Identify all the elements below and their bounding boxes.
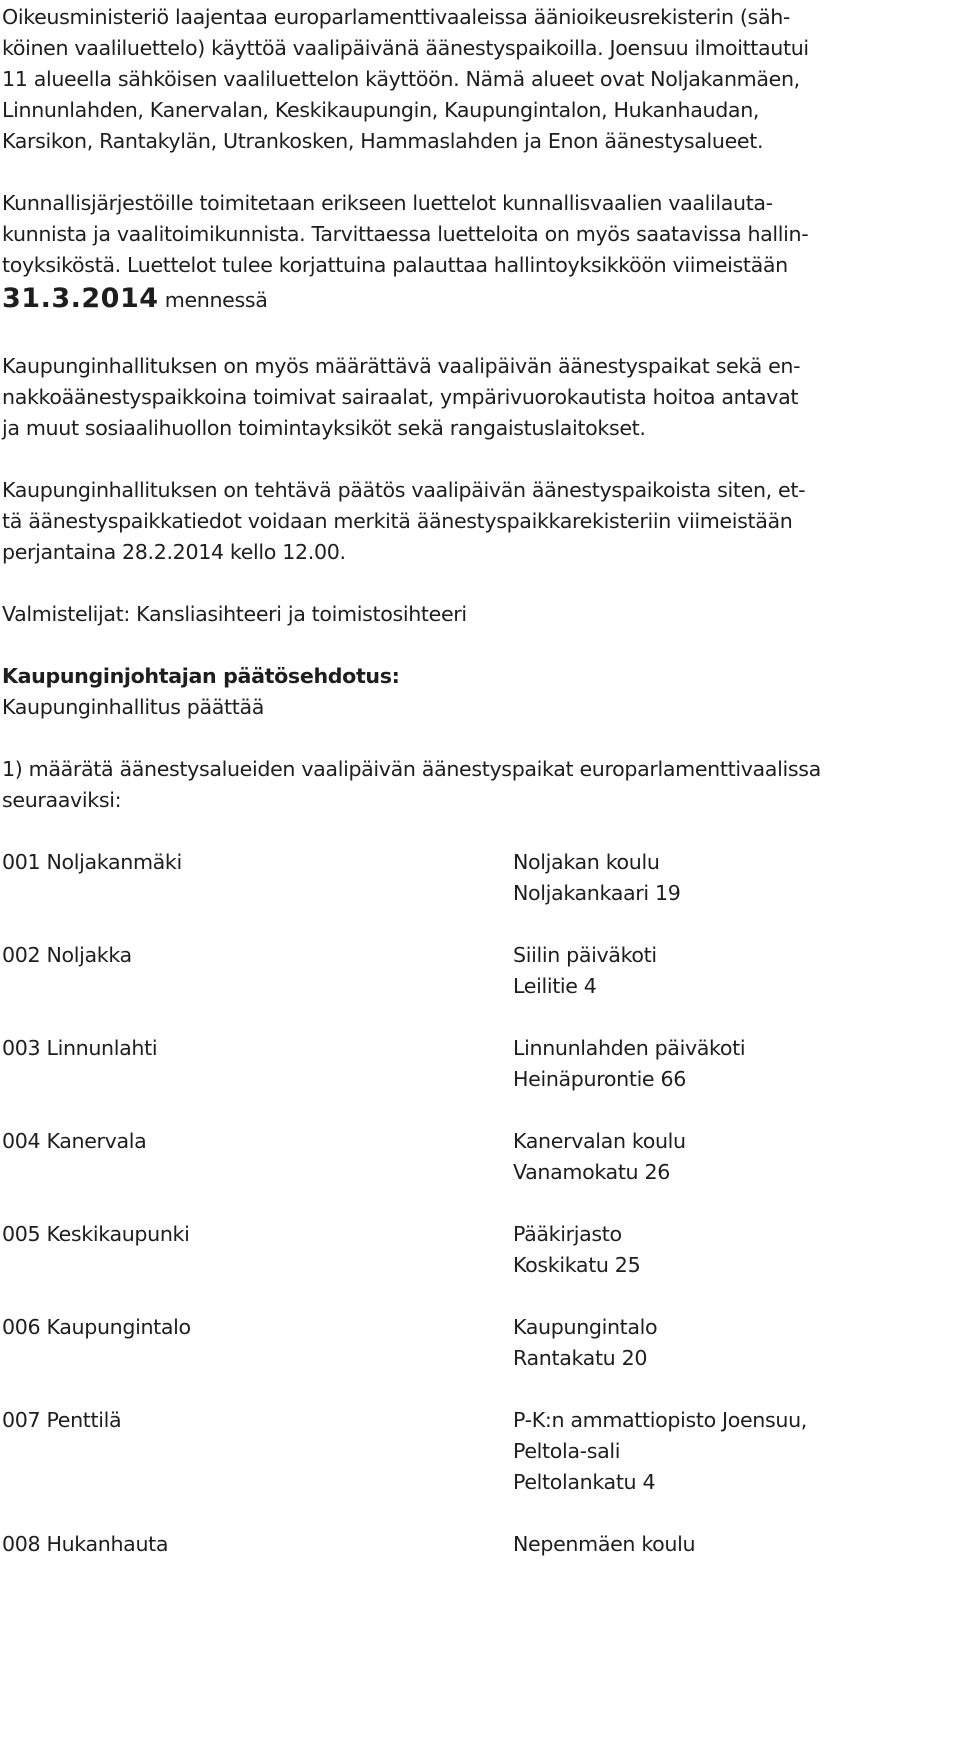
area-name: 004 Kanervala <box>2 1129 147 1153</box>
deadline-tail: mennessä <box>164 288 268 312</box>
paragraph-4-line: Kaupunginhallituksen on tehtävä päätös vaalipäivän äänestyspaikoista siten, et- <box>2 478 806 502</box>
item-1-line: 1) määrätä äänestysalueiden vaalipäivän äänestyspaikat europarlamenttivaalissa <box>2 757 821 781</box>
place-line: Leilitie 4 <box>513 974 597 998</box>
area-name: 002 Noljakka <box>2 943 132 967</box>
paragraph-1-line: Linnunlahden, Kanervalan, Keskikaupungin, Kaupungintalon, Hukanhaudan, <box>2 98 760 122</box>
paragraph-4-line: perjantaina 28.2.2014 kello 12.00. <box>2 540 346 564</box>
area-name: 001 Noljakanmäki <box>2 850 182 874</box>
place-line: Siilin päiväkoti <box>513 943 657 967</box>
area-name: 003 Linnunlahti <box>2 1036 158 1060</box>
paragraph-4-line: tä äänestyspaikkatiedot voidaan merkitä äänestyspaikkarekisteriin viimeistään <box>2 509 793 533</box>
area-name: 007 Penttilä <box>2 1408 122 1432</box>
place-line: Heinäpurontie 66 <box>513 1067 686 1091</box>
item-1-line: seuraaviksi: <box>2 788 122 812</box>
paragraph-2-line: toyksiköstä. Luettelot tulee korjattuina palauttaa hallintoyksikköön viimeistään <box>2 253 788 277</box>
place-line: Vanamokatu 26 <box>513 1160 670 1184</box>
area-name: 005 Keskikaupunki <box>2 1222 190 1246</box>
paragraph-1-line: köinen vaaliluettelo) käyttöä vaalipäivänä äänestyspaikoilla. Joensuu ilmoittautui <box>2 36 809 60</box>
place-line: Kanervalan koulu <box>513 1129 686 1153</box>
place-line: Nepenmäen koulu <box>513 1532 696 1556</box>
paragraph-1-line: 11 alueella sähköisen vaaliluettelon käyttöön. Nämä alueet ovat Noljakanmäen, <box>2 67 800 91</box>
proposal-heading: Kaupunginjohtajan päätösehdotus: <box>2 664 400 688</box>
place-line: Noljakankaari 19 <box>513 881 681 905</box>
area-name: 006 Kaupungintalo <box>2 1315 191 1339</box>
place-line: Koskikatu 25 <box>513 1253 641 1277</box>
paragraph-2-line: Kunnallisjärjestöille toimitetaan erikseen luettelot kunnallisvaalien vaalilauta- <box>2 191 773 215</box>
preparers: Valmistelijat: Kansliasihteeri ja toimistosihteeri <box>2 602 467 626</box>
place-line: Peltolankatu 4 <box>513 1470 656 1494</box>
area-name: 008 Hukanhauta <box>2 1532 169 1556</box>
paragraph-2-line: kunnista ja vaalitoimikunnista. Tarvittaessa luetteloita on myös saatavissa hallin- <box>2 222 809 246</box>
place-line: P-K:n ammattiopisto Joensuu, <box>513 1408 807 1432</box>
place-line: Linnunlahden päiväkoti <box>513 1036 746 1060</box>
proposal-intro: Kaupunginhallitus päättää <box>2 695 265 719</box>
deadline-date: 31.3.2014 <box>2 283 159 314</box>
place-line: Pääkirjasto <box>513 1222 622 1246</box>
place-line: Noljakan koulu <box>513 850 660 874</box>
paragraph-3-line: ja muut sosiaalihuollon toimintayksiköt sekä rangaistuslaitokset. <box>2 416 646 440</box>
place-line: Rantakatu 20 <box>513 1346 648 1370</box>
paragraph-3-line: Kaupunginhallituksen on myös määrättävä vaalipäivän äänestyspaikat sekä en- <box>2 354 801 378</box>
paragraph-2-deadline <box>2 282 268 317</box>
paragraph-1-line: Karsikon, Rantakylän, Utrankosken, Hammaslahden ja Enon äänestysalueet. <box>2 129 764 153</box>
paragraph-1-line: Oikeusministeriö laajentaa europarlamenttivaaleissa äänioikeusrekisterin (säh- <box>2 5 790 29</box>
paragraph-3-line: nakkoäänestyspaikkoina toimivat sairaalat, ympärivuorokautista hoitoa antavat <box>2 385 799 409</box>
place-line: Kaupungintalo <box>513 1315 658 1339</box>
place-line: Peltola-sali <box>513 1439 621 1463</box>
